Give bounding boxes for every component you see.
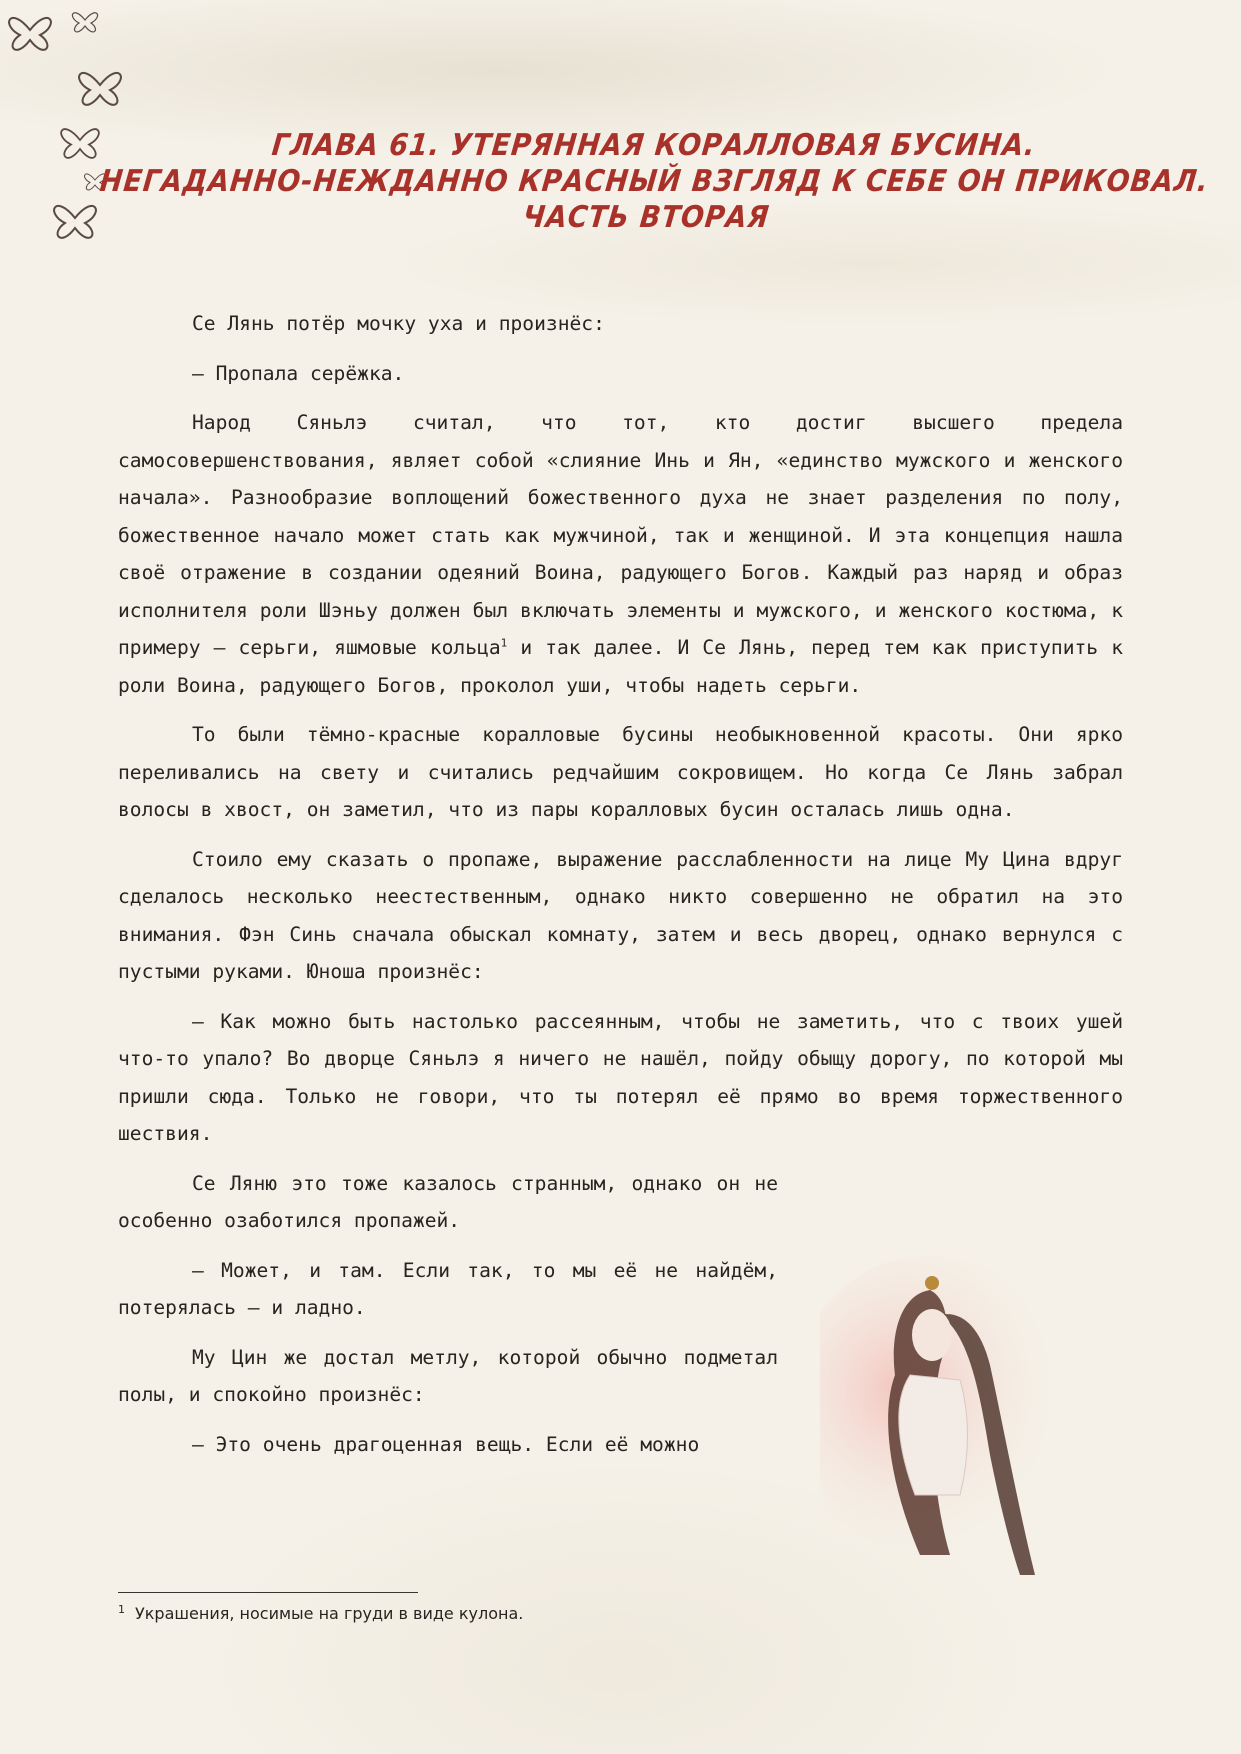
paragraph: Стоило ему сказать о пропаже, выражение расслабленности на лице Му Цина вдруг сделалось несколько неестественным, однако никто совершенно не обратил на это внимания. Фэн Синь сначала обыскал комнату, затем и весь дворец, однако вернулся с пустыми руками. Юноша произнёс: (118, 847, 1123, 983)
footnote-divider (118, 1592, 418, 1593)
paragraph: Се Ляню это тоже казалось странным, однако он не особенно озаботился пропажей. (118, 1171, 778, 1232)
chapter-title-line-2: НЕГАДАННО-НЕЖДАННО КРАСНЫЙ ВЗГЛЯД К СЕБЕ ОН ПРИКОВАЛ. (98, 164, 1211, 199)
paragraph: — Пропала серёжка. (192, 361, 405, 385)
footnote-text: Украшения, носимые на груди в виде кулона. (135, 1604, 524, 1623)
paragraph: — Как можно быть настолько рассеянным, чтобы не заметить, что с твоих ушей что-то упало? Во дворце Сяньлэ я ничего не нашёл, пойду обыщу дорогу, по которой мы пришли сюда. Только не говори, что ты потерял её прямо во время торжественного шествия. (118, 1009, 1123, 1145)
paragraph: Народ Сяньлэ считал, что тот, кто достиг высшего предела самосовершенствования, являет собой «слияние Инь и Ян, «единство мужского и женского начала». Разнообразие воплощений божественного духа не знает разделения по полу, божественное начало может стать как мужчиной, так и женщиной. И эта концепция нашла своё отражение в создании одеяний Воина, радующего Богов. Каждый раз наряд и образ исполнителя роли Шэньу должен был включать элементы и мужского, и женского костюма, к примеру — серьги, яшмовые кольца$^1$ и так далее. И Се Лянь, перед тем как приступить к роли Воина, радующего Богов, проколол уши, чтобы надеть серьги. (118, 411, 1123, 697)
chapter-title (94, 128, 1211, 236)
paragraph: Се Лянь потёр мочку уха и произнёс: (192, 312, 605, 335)
character-illustration (820, 1255, 1120, 1585)
footnote (118, 1604, 523, 1623)
paragraph: — Может, и там. Если так, то мы её не найдём, потерялась — и ладно. (118, 1258, 778, 1319)
chapter-title-line-3: ЧАСТЬ ВТОРАЯ (521, 200, 772, 235)
paragraph: — Это очень драгоценная вещь. Если её можно (192, 1432, 700, 1456)
footnote-reference[interactable]: 1 (500, 636, 508, 650)
footnote-marker: 1 (118, 1603, 125, 1616)
paragraph: То были тёмно-красные коралловые бусины необыкновенной красоты. Они ярко переливались на свету и считались редчайшим сокровищем. Но когда Се Лянь забрал волосы в хвост, он заметил, что из пары коралловых бусин осталась лишь одна. (118, 723, 1123, 821)
chapter-title-line-1: ГЛАВА 61. УТЕРЯННАЯ КОРАЛЛОВАЯ БУСИНА. (270, 128, 1038, 163)
paragraph: Му Цин же достал метлу, которой обычно подметал полы, и спокойно произнёс: (118, 1345, 778, 1406)
